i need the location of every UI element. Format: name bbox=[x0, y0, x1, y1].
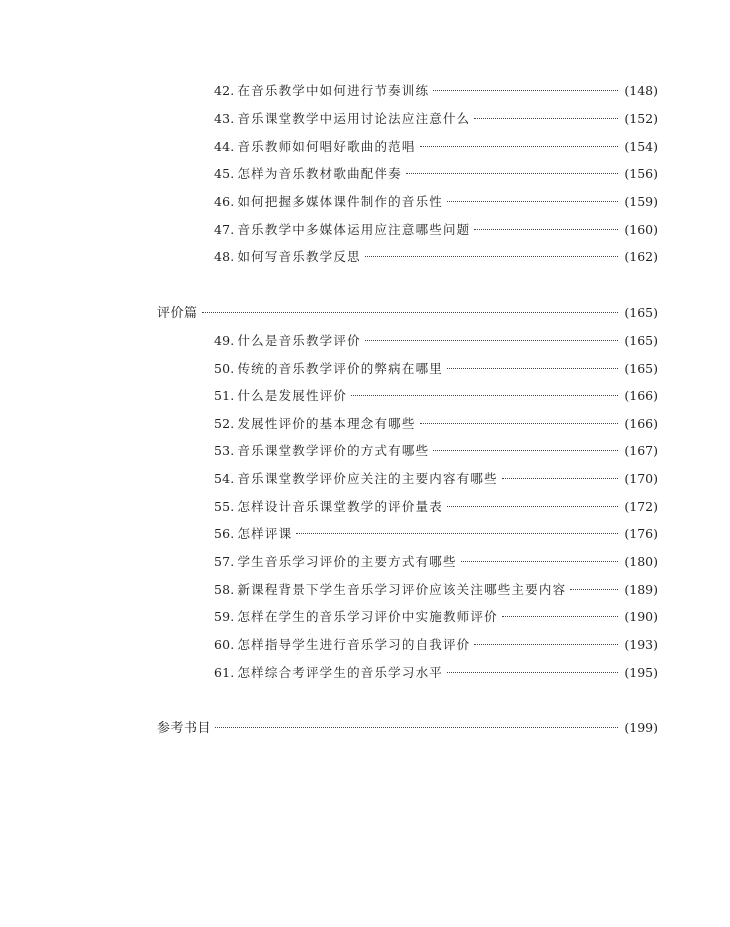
entry-page: (190) bbox=[624, 609, 658, 624]
toc-entry[interactable] bbox=[214, 553, 658, 571]
entry-title: 音乐教师如何唱好歌曲的范唱 bbox=[237, 139, 416, 154]
toc-entry[interactable] bbox=[214, 221, 658, 239]
entry-page: (159) bbox=[624, 194, 658, 209]
entry-number: 48. bbox=[214, 249, 235, 264]
toc-entry[interactable] bbox=[214, 415, 658, 433]
entry-number: 54. bbox=[214, 471, 235, 486]
entry-title: 怎样在学生的音乐学习评价中实施教师评价 bbox=[237, 609, 498, 624]
dot-leader bbox=[215, 726, 618, 728]
toc-entry[interactable] bbox=[214, 470, 658, 488]
toc-entry[interactable] bbox=[214, 442, 658, 460]
entry-title: 音乐课堂教学评价的方式有哪些 bbox=[237, 443, 430, 458]
entry-page: (167) bbox=[624, 443, 658, 458]
entry-title: 学生音乐学习评价的主要方式有哪些 bbox=[237, 554, 457, 569]
entry-number: 53. bbox=[214, 443, 235, 458]
toc-entry[interactable] bbox=[214, 248, 658, 266]
entry-number: 46. bbox=[214, 194, 235, 209]
entry-title: 音乐教学中多媒体运用应注意哪些问题 bbox=[237, 222, 471, 237]
toc-entry[interactable] bbox=[214, 525, 658, 543]
toc-entry[interactable] bbox=[214, 636, 658, 654]
dot-leader bbox=[351, 394, 618, 396]
entry-title: 怎样评课 bbox=[237, 526, 293, 541]
dot-leader bbox=[474, 117, 618, 119]
entry-title: 如何写音乐教学反思 bbox=[237, 249, 361, 264]
entry-title: 怎样指导学生进行音乐学习的自我评价 bbox=[237, 637, 471, 652]
entry-page: (165) bbox=[624, 361, 658, 376]
dot-leader bbox=[502, 477, 619, 479]
entry-page: (170) bbox=[624, 471, 658, 486]
entry-number: 55. bbox=[214, 499, 235, 514]
entry-number: 57. bbox=[214, 554, 235, 569]
toc-entry[interactable] bbox=[214, 110, 658, 128]
entry-title: 什么是音乐教学评价 bbox=[237, 333, 361, 348]
entry-page: (166) bbox=[624, 416, 658, 431]
entry-page: (154) bbox=[624, 139, 658, 154]
entry-title: 怎样设计音乐课堂教学的评价量表 bbox=[237, 499, 443, 514]
entry-number: 56. bbox=[214, 526, 235, 541]
dot-leader bbox=[461, 560, 619, 562]
entry-title: 新课程背景下学生音乐学习评价应该关注哪些主要内容 bbox=[237, 582, 567, 597]
entry-number: 59. bbox=[214, 609, 235, 624]
entry-title: 发展性评价的基本理念有哪些 bbox=[237, 416, 416, 431]
entry-number: 50. bbox=[214, 361, 235, 376]
dot-leader bbox=[433, 89, 618, 91]
entry-page: (193) bbox=[624, 637, 658, 652]
section-page: (165) bbox=[624, 305, 658, 320]
toc-entry[interactable] bbox=[214, 332, 658, 350]
entry-title: 传统的音乐教学评价的弊病在哪里 bbox=[237, 361, 443, 376]
dot-leader bbox=[406, 172, 618, 174]
dot-leader bbox=[502, 615, 619, 617]
entry-title: 怎样综合考评学生的音乐学习水平 bbox=[237, 665, 443, 680]
entry-number: 51. bbox=[214, 388, 235, 403]
entry-page: (162) bbox=[624, 249, 658, 264]
section-title: 参考书目 bbox=[157, 721, 212, 736]
dot-leader bbox=[420, 422, 619, 424]
toc-entry[interactable] bbox=[214, 498, 658, 516]
dot-leader bbox=[447, 505, 618, 507]
toc-entry[interactable] bbox=[214, 138, 658, 156]
entry-number: 49. bbox=[214, 333, 235, 348]
entry-page: (160) bbox=[624, 222, 658, 237]
entry-number: 45. bbox=[214, 166, 235, 181]
entry-title: 怎样为音乐教材歌曲配伴奏 bbox=[237, 166, 402, 181]
section-page: (199) bbox=[624, 720, 658, 735]
entry-number: 58. bbox=[214, 582, 235, 597]
entry-number: 42. bbox=[214, 83, 235, 98]
dot-leader bbox=[447, 367, 618, 369]
entry-number: 43. bbox=[214, 111, 235, 126]
toc-entry[interactable] bbox=[214, 664, 658, 682]
toc-entry[interactable] bbox=[214, 608, 658, 626]
entry-page: (189) bbox=[624, 582, 658, 597]
dot-leader bbox=[296, 532, 618, 534]
entry-number: 60. bbox=[214, 637, 235, 652]
entry-page: (156) bbox=[624, 166, 658, 181]
entry-title: 在音乐教学中如何进行节奏训练 bbox=[237, 83, 430, 98]
dot-leader bbox=[474, 228, 618, 230]
toc-entry[interactable] bbox=[214, 360, 658, 378]
entry-title: 什么是发展性评价 bbox=[237, 388, 348, 403]
dot-leader bbox=[474, 643, 618, 645]
dot-leader bbox=[420, 145, 619, 147]
dot-leader bbox=[365, 255, 619, 257]
dot-leader bbox=[447, 200, 618, 202]
section-title: 评价篇 bbox=[157, 306, 198, 321]
toc-entry[interactable] bbox=[214, 387, 658, 405]
entry-page: (152) bbox=[624, 111, 658, 126]
entry-page: (180) bbox=[624, 554, 658, 569]
dot-leader bbox=[447, 671, 618, 673]
dot-leader bbox=[433, 449, 618, 451]
entry-page: (176) bbox=[624, 526, 658, 541]
dot-leader bbox=[365, 339, 619, 341]
dot-leader bbox=[202, 311, 619, 313]
entry-title: 音乐课堂教学评价应关注的主要内容有哪些 bbox=[237, 471, 498, 486]
entry-number: 52. bbox=[214, 416, 235, 431]
entry-page: (148) bbox=[624, 83, 658, 98]
entry-number: 47. bbox=[214, 222, 235, 237]
entry-title: 音乐课堂教学中运用讨论法应注意什么 bbox=[237, 111, 471, 126]
toc-section-references[interactable] bbox=[157, 719, 658, 737]
entry-page: (172) bbox=[624, 499, 658, 514]
toc-entry[interactable] bbox=[214, 165, 658, 183]
toc-entry[interactable] bbox=[214, 581, 658, 599]
toc-entry[interactable] bbox=[214, 193, 658, 211]
entry-number: 44. bbox=[214, 139, 235, 154]
entry-title: 如何把握多媒体课件制作的音乐性 bbox=[237, 194, 443, 209]
toc-section-evaluation[interactable] bbox=[157, 304, 658, 322]
entry-number: 61. bbox=[214, 665, 235, 680]
entry-page: (165) bbox=[624, 333, 658, 348]
entry-page: (195) bbox=[624, 665, 658, 680]
toc-entry[interactable] bbox=[214, 82, 658, 100]
dot-leader bbox=[570, 588, 618, 590]
entry-page: (166) bbox=[624, 388, 658, 403]
